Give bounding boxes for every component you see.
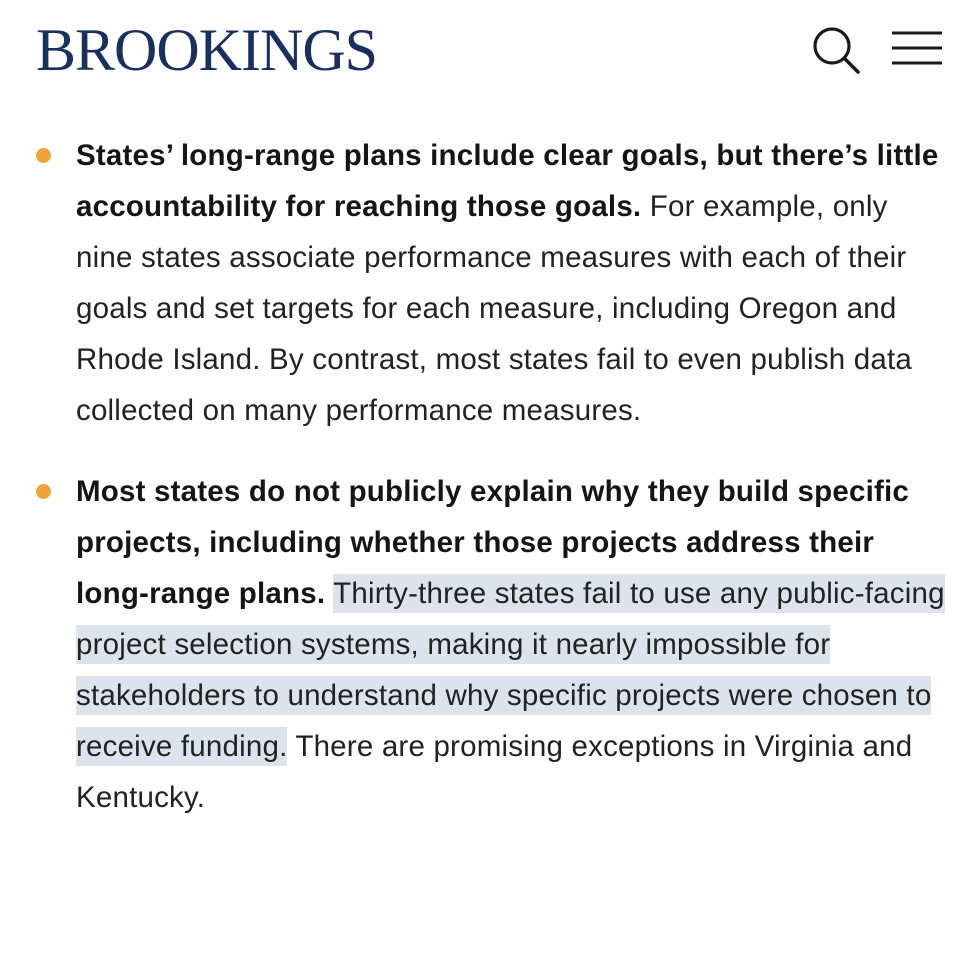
- article-body: [0, 130, 966, 823]
- bullet-bold-lead: Most states do not publicly explain why they build specific projects, including whether those projects address their long-range plans.: [76, 475, 910, 610]
- bullet-body-text: There are promising exceptions in Virginia and Kentucky.: [76, 730, 913, 814]
- bullet-dot: [36, 484, 51, 499]
- hamburger-menu-icon: [890, 28, 944, 72]
- bullet-paragraph: [76, 466, 946, 823]
- bullet-item: [0, 466, 966, 823]
- bullet-item: [0, 130, 966, 436]
- search-button[interactable]: [808, 22, 864, 78]
- bullet-bold-lead: States’ long-range plans include clear goals, but there’s little accountability for reaching those goals.: [76, 139, 939, 223]
- highlighted-text-selection[interactable]: Thirty-three states fail to use any public-facing project selection systems, making it nearly impossible for stakeholders to understand why specific projects were chosen to receive funding.: [76, 574, 945, 766]
- brookings-logo[interactable]: BROOKINGS: [36, 17, 378, 83]
- bullet-paragraph: [76, 130, 946, 436]
- search-icon: [808, 22, 864, 78]
- bullet-body-text: For example, only nine states associate performance measures with each of their goals and set targets for each measure, including Oregon and Rhode Island. By contrast, most states fail to even publish data collected on many performance measures.: [76, 190, 912, 427]
- menu-button[interactable]: [890, 28, 944, 72]
- bullet-dot: [36, 148, 51, 163]
- site-header: [0, 0, 966, 110]
